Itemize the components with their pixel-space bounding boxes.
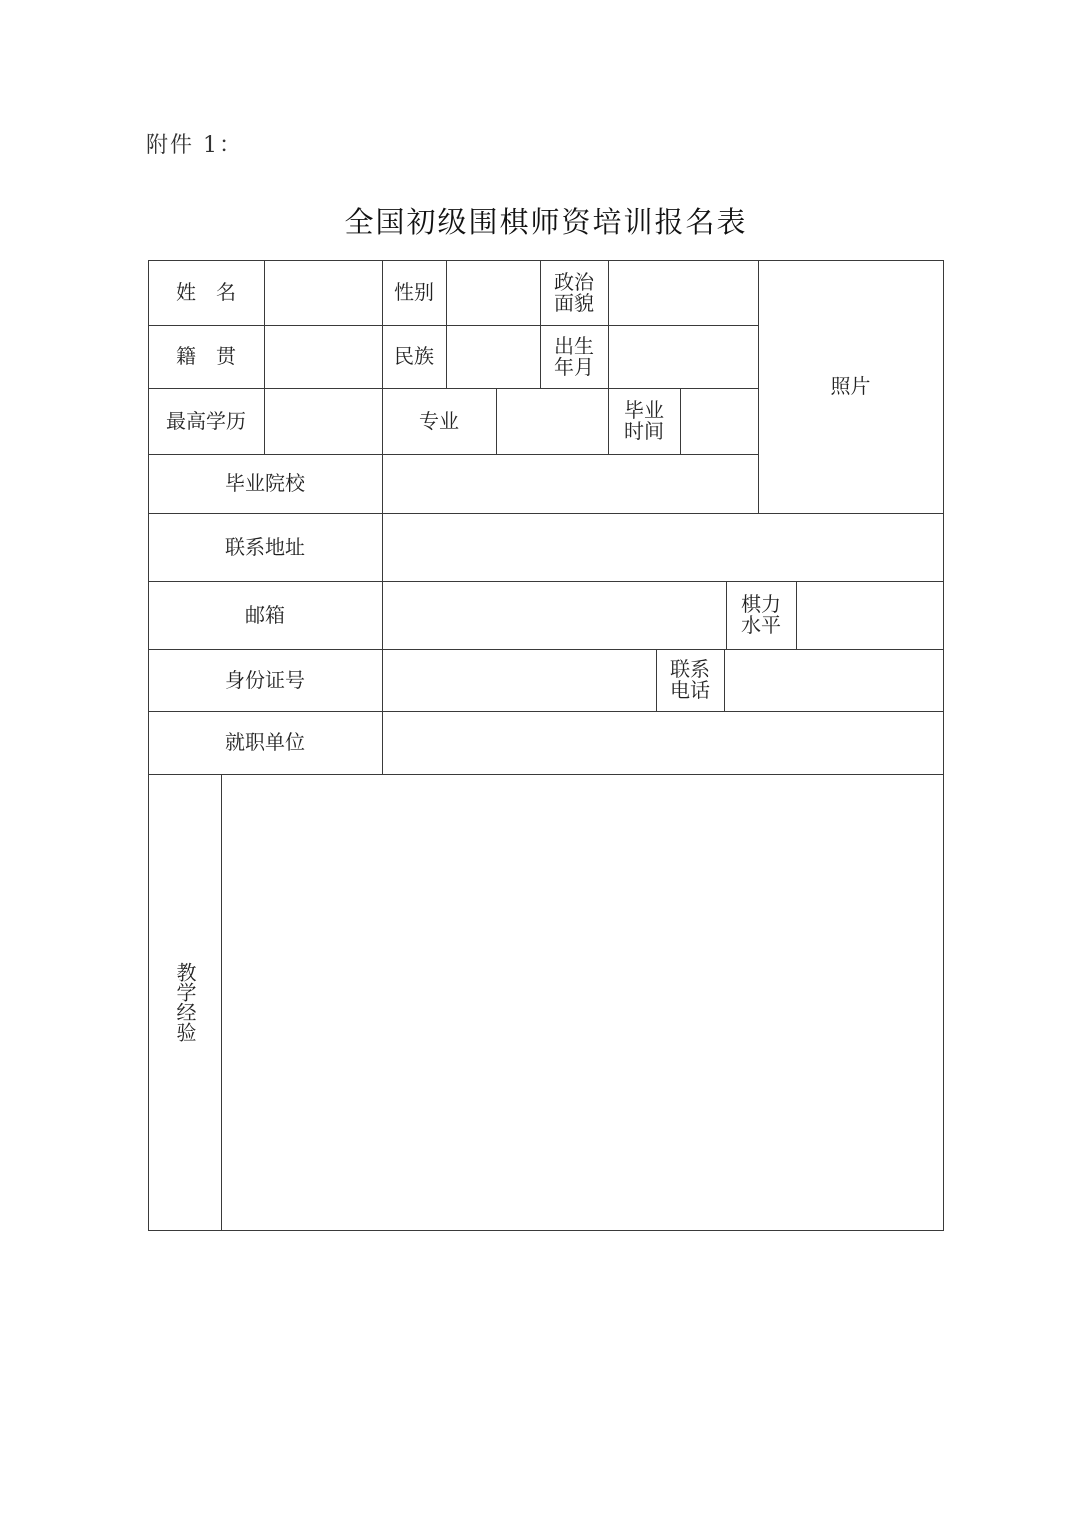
phone-text: 联系电话	[670, 657, 710, 702]
address-label: 联系地址	[225, 534, 305, 559]
photo-label: 照片	[830, 374, 871, 398]
form-title: 全国初级围棋师资培训报名表	[344, 205, 748, 239]
email-label: 邮箱	[245, 602, 285, 627]
graduation-time-text: 毕业时间	[624, 398, 664, 443]
employer-label: 就职单位	[225, 730, 305, 754]
name-field[interactable]	[265, 261, 382, 325]
address-field[interactable]	[383, 514, 943, 581]
photo-area[interactable]	[758, 260, 943, 513]
email-field[interactable]	[383, 582, 726, 649]
native-place-label: 籍 贯	[176, 344, 236, 368]
school-field[interactable]	[383, 455, 758, 513]
name-label: 姓 名	[176, 280, 236, 304]
school-label: 毕业院校	[225, 471, 305, 495]
table-border-bottom	[148, 1230, 944, 1231]
gender-label: 性别	[394, 280, 434, 304]
ethnicity-field[interactable]	[447, 326, 540, 388]
attachment-label: 附件 1：	[146, 133, 243, 158]
birth-date-label	[540, 325, 608, 388]
education-field[interactable]	[265, 389, 382, 454]
id-number-label: 身份证号	[225, 667, 305, 692]
political-status-label	[540, 260, 608, 325]
teaching-experience-label	[148, 774, 221, 1230]
table-border-right	[943, 260, 944, 1231]
education-label: 最高学历	[166, 408, 246, 433]
employer-field[interactable]	[383, 712, 943, 774]
birth-date-field[interactable]	[609, 326, 758, 388]
teaching-experience-field[interactable]	[222, 775, 943, 1230]
phone-field[interactable]	[725, 650, 943, 711]
graduation-time-field[interactable]	[681, 389, 758, 454]
go-level-field[interactable]	[797, 582, 943, 649]
native-place-field[interactable]	[265, 326, 382, 388]
gender-field[interactable]	[447, 261, 540, 325]
birth-date-text: 出生年月	[554, 333, 594, 379]
ethnicity-label: 民族	[394, 344, 434, 368]
go-level-label	[726, 581, 796, 649]
major-label: 专业	[419, 408, 459, 433]
go-level-text: 棋力水平	[741, 592, 781, 637]
graduation-time-label	[608, 388, 680, 454]
political-status-field[interactable]	[609, 261, 758, 325]
teaching-experience-text: 教学经验	[173, 962, 197, 1042]
id-number-field[interactable]	[383, 650, 656, 711]
phone-label	[656, 649, 724, 711]
major-field[interactable]	[497, 389, 608, 454]
political-status-text: 政治面貌	[554, 269, 594, 315]
